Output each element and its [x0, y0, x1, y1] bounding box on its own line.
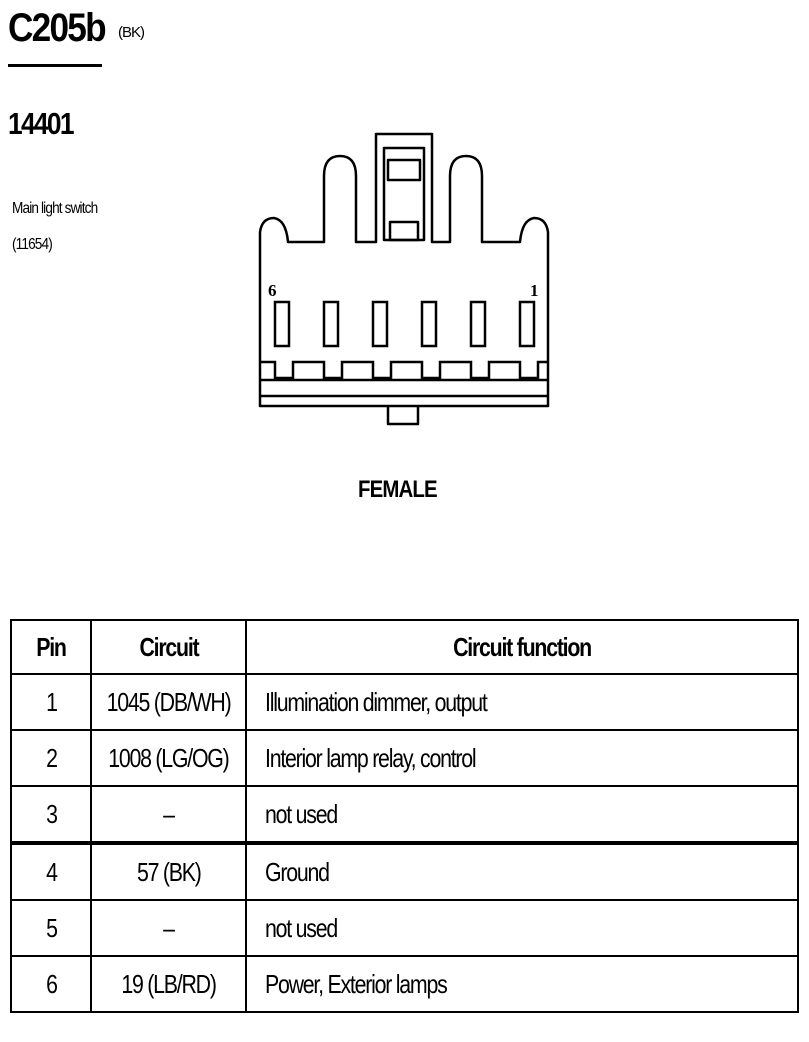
table-row [11, 674, 798, 730]
table-row [11, 956, 798, 1012]
header-circuit: Circuit [91, 620, 246, 674]
pin-cell: 1 [11, 674, 91, 730]
pin-cell: 4 [11, 843, 91, 900]
circuit-cell: 1008 (LG/OG) [91, 730, 246, 786]
pin-cell: 6 [11, 956, 91, 1012]
pin-cavity [373, 302, 387, 346]
function-cell: Illumination dimmer, output [246, 674, 798, 730]
table-row [11, 843, 798, 900]
function-cell: Power, Exterior lamps [246, 956, 798, 1012]
connector-color-code: (BK) [118, 24, 144, 41]
pin-label-6: 6 [268, 281, 277, 300]
circuit-cell: – [91, 900, 246, 956]
pin-cell: 3 [11, 786, 91, 843]
header-pin: Pin [11, 620, 91, 674]
pin-cavity [422, 302, 436, 346]
latch-window-bottom [390, 222, 418, 240]
pin-cell: 2 [11, 730, 91, 786]
pin-cavity [324, 302, 338, 346]
pin-label-1: 1 [530, 281, 539, 300]
pin-cavity [275, 302, 289, 346]
function-cell: Interior lamp relay, control [246, 730, 798, 786]
function-cell: not used [246, 786, 798, 843]
table-row [11, 900, 798, 956]
component-name: Main light switch [12, 200, 98, 217]
latch-window-top [388, 160, 420, 180]
circuit-cell: – [91, 786, 246, 843]
pinout-table [10, 619, 799, 1013]
table-row [11, 730, 798, 786]
circuit-cell: 57 (BK) [91, 843, 246, 900]
pin-cavity [471, 302, 485, 346]
function-cell: not used [246, 900, 798, 956]
pin-cell: 5 [11, 900, 91, 956]
header-circuit-function: Circuit function [246, 620, 798, 674]
bottom-key [388, 406, 418, 424]
part-number: 14401 [8, 106, 73, 141]
pin-cavity [520, 302, 534, 346]
connector-id: C205b [8, 6, 105, 50]
table-header-row [11, 620, 798, 674]
circuit-cell: 1045 (DB/WH) [91, 674, 246, 730]
function-cell: Ground [246, 843, 798, 900]
connector-housing-outline [260, 134, 548, 406]
component-reference: (11654) [12, 236, 52, 253]
table-row [11, 786, 798, 843]
connector-gender-label: FEMALE [358, 476, 437, 503]
circuit-cell: 19 (LB/RD) [91, 956, 246, 1012]
terminal-teeth [260, 362, 548, 378]
